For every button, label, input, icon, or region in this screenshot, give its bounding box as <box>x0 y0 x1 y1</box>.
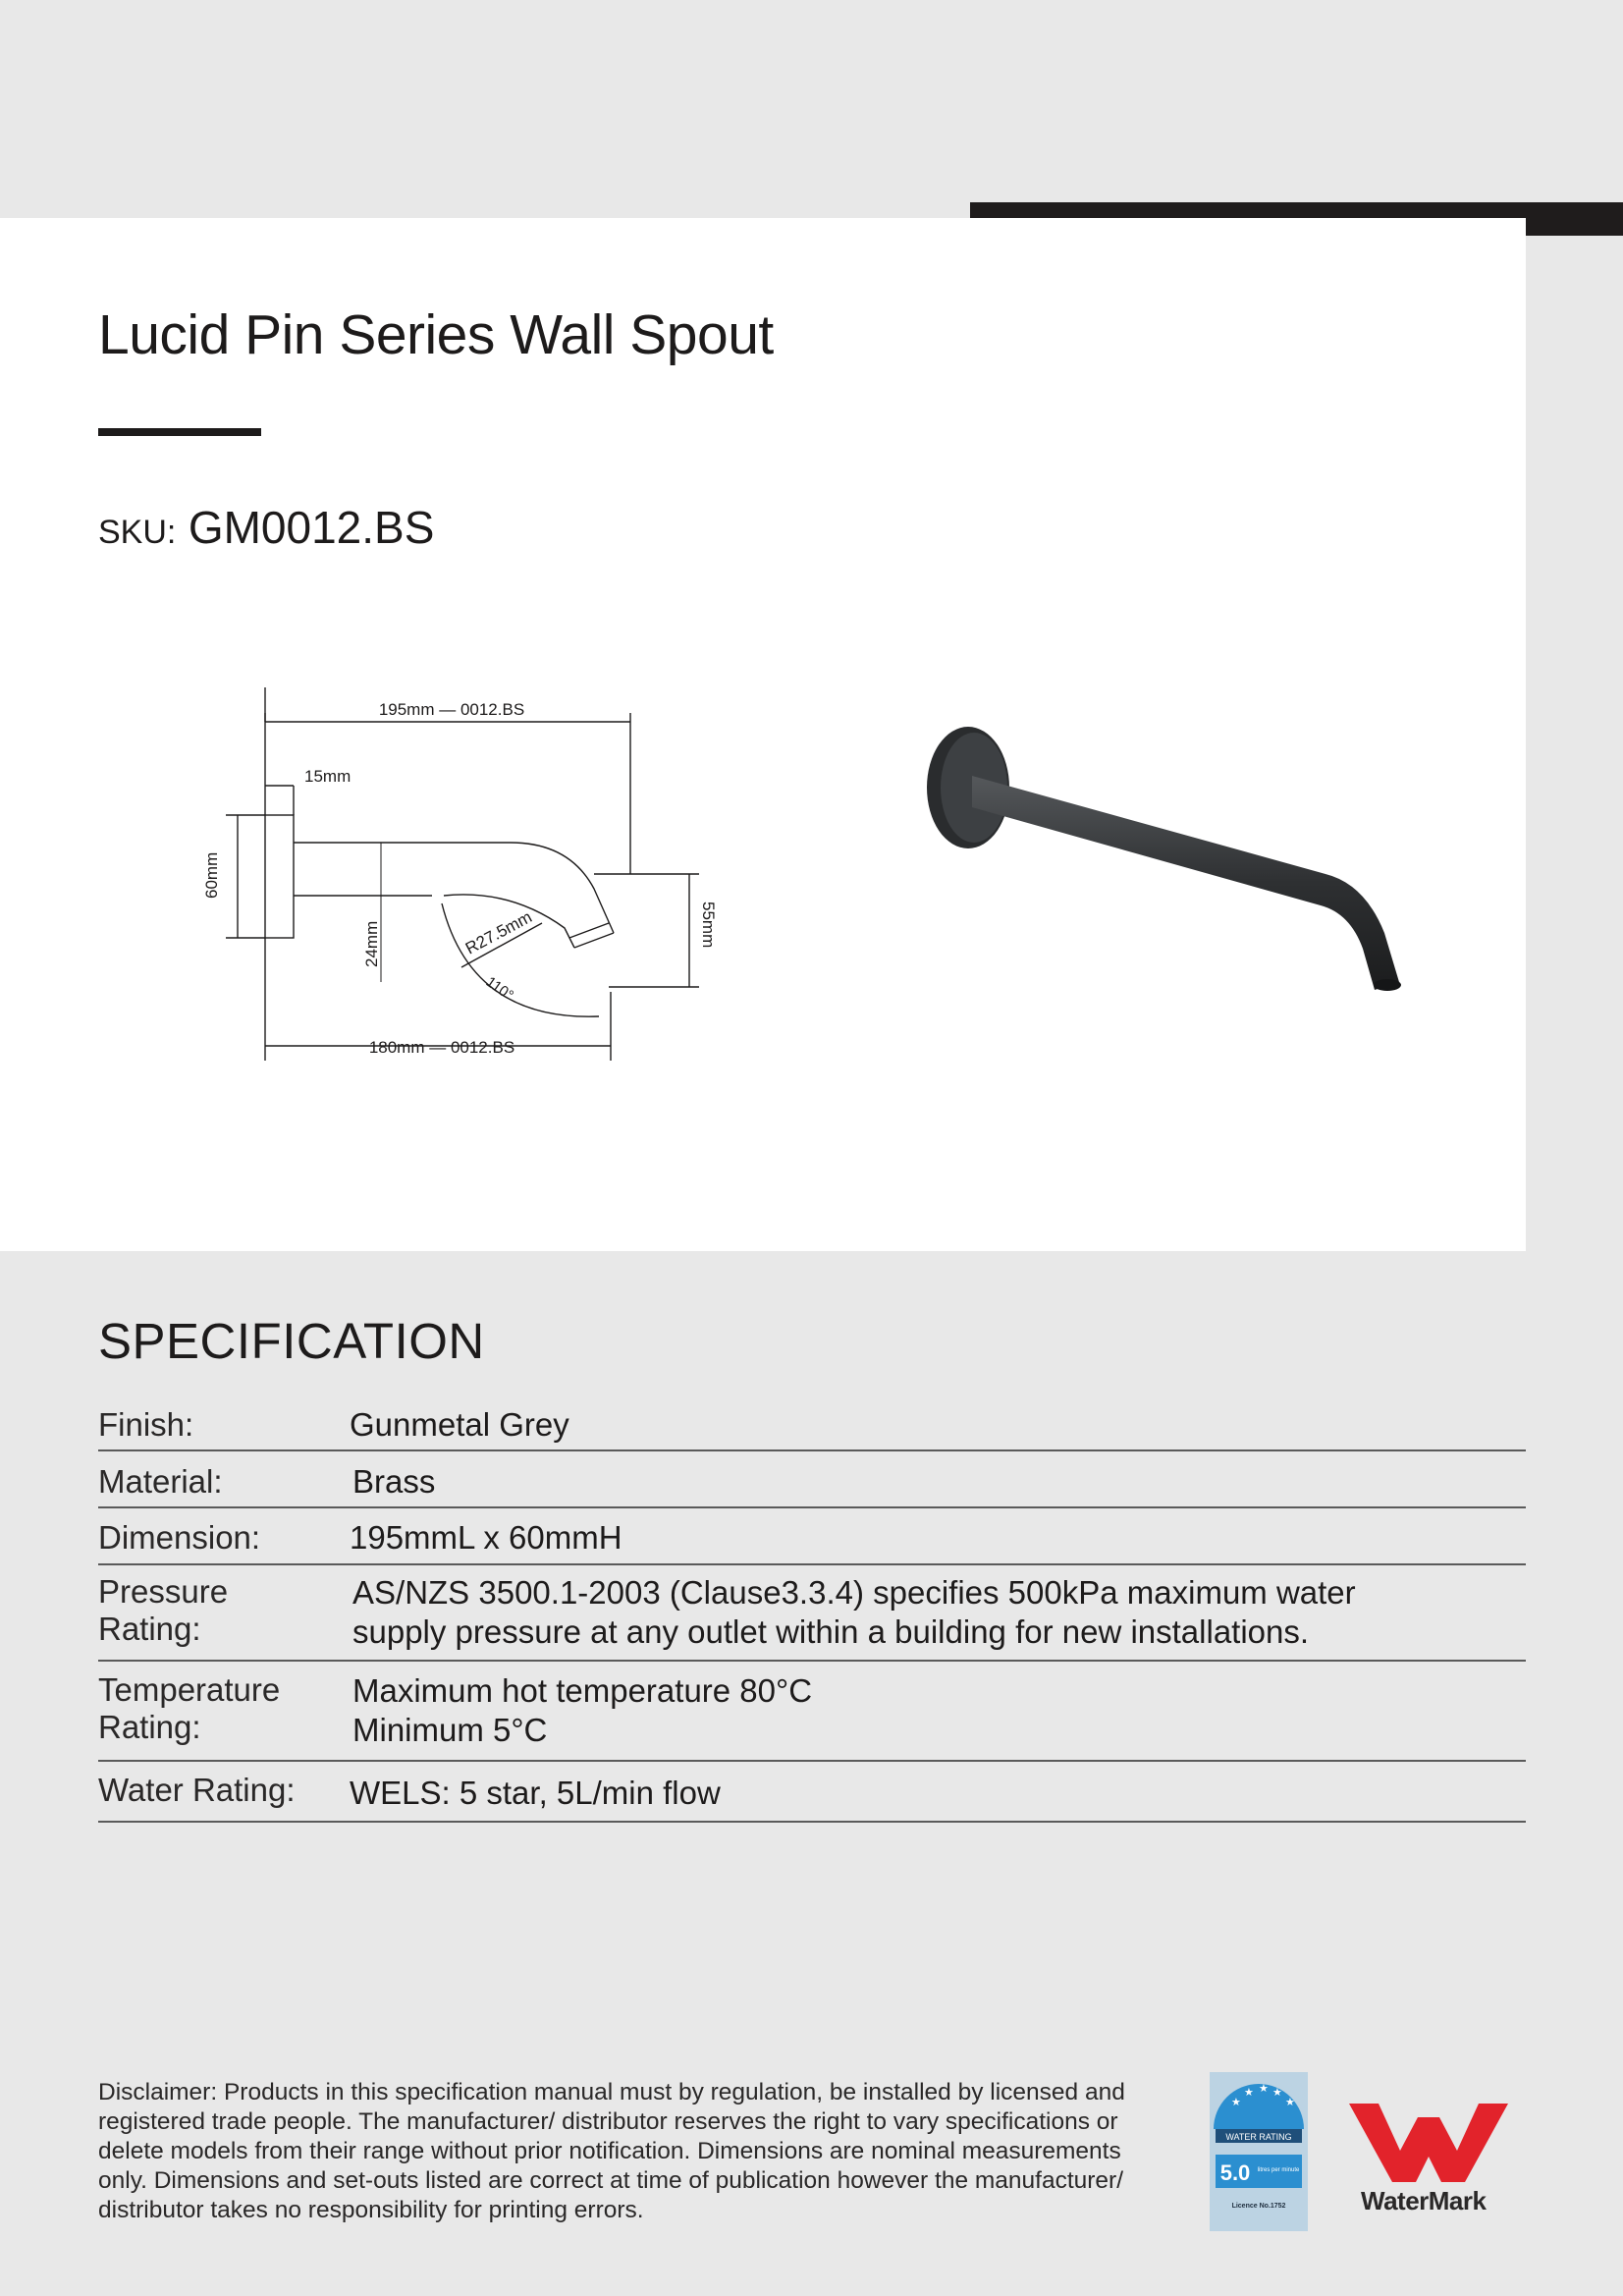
technical-drawing <box>177 687 766 1080</box>
star-icon: ★ <box>1244 2087 1254 2099</box>
spec-value: WELS: 5 star, 5L/min flow <box>350 1775 721 1811</box>
dim-height-label: 60mm <box>202 851 221 899</box>
spec-value: 195mmL x 60mmH <box>350 1519 622 1556</box>
spec-row-temperature <box>98 1662 1526 1762</box>
dim-outlet-label: 55mm <box>699 902 718 949</box>
spec-heading: SPECIFICATION <box>98 1313 485 1369</box>
star-icon: ★ <box>1285 2097 1295 2108</box>
spec-value: Maximum hot temperature 80°C Minimum 5°C <box>352 1672 813 1748</box>
spec-table <box>98 1398 1526 1823</box>
dim-drop-label: 24mm <box>362 920 381 967</box>
wels-title: WATER RATING <box>1225 2132 1292 2142</box>
wels-rating-badge <box>1210 2072 1308 2231</box>
dim-bottom-label: 180mm — 0012.BS <box>368 1038 515 1057</box>
sku-row <box>98 501 434 554</box>
spec-row-pressure <box>98 1565 1526 1662</box>
star-icon: ★ <box>1259 2083 1269 2095</box>
page-title: Lucid Pin Series Wall Spout <box>98 303 774 366</box>
spec-value: AS/NZS 3500.1-2003 (Clause3.3.4) specifies 500kPa maximum water supply pressure at any outlet within a building for new installations. <box>352 1574 1356 1650</box>
wels-licence: Licence No.1752 <box>1231 2203 1286 2210</box>
dim-top-label: 195mm — 0012.BS <box>378 700 525 719</box>
sku-value: GM0012.BS <box>188 502 435 553</box>
spec-label: Finish: <box>98 1406 194 1443</box>
spec-row-material <box>98 1451 1526 1508</box>
spec-value: Gunmetal Grey <box>350 1406 569 1443</box>
title-underline <box>98 428 261 436</box>
star-icon: ★ <box>1231 2097 1241 2108</box>
wels-value: 5.0 <box>1219 2160 1251 2185</box>
spec-label: Water Rating: <box>98 1772 296 1808</box>
watermark-label: WaterMark <box>1361 2186 1487 2215</box>
disclaimer-text: Disclaimer: Products in this specification manual must by regulation, be installed by licensed and registered trade people. The manufacturer/ distributor reserves the right to vary specifications or delete models from their range without prior notification. Dimensions are nominal measurements only. Dimensions and set-outs listed are correct at time of publication however the manufacturer/ distributor takes no responsibility for printing errors. <box>98 2079 1125 2223</box>
spec-row-water-rating <box>98 1762 1526 1823</box>
spout-body <box>972 776 1399 990</box>
spec-label: Pressure Rating: <box>98 1573 229 1647</box>
product-image <box>903 717 1414 1051</box>
dim-angle-label: 110° <box>482 973 516 1005</box>
wels-unit: litres per minute <box>1257 2167 1300 2173</box>
spec-row-dimension <box>98 1508 1526 1565</box>
sku-label: SKU: <box>98 514 177 551</box>
spec-label: Dimension: <box>98 1519 261 1556</box>
dim-radius-label: R27.5mm <box>461 907 535 958</box>
spec-value: Brass <box>352 1463 436 1500</box>
star-icon: ★ <box>1272 2087 1282 2099</box>
spec-row-finish <box>98 1398 1526 1451</box>
spec-label: Material: <box>98 1463 223 1500</box>
spec-label: Temperature Rating: <box>98 1671 281 1745</box>
dim-flange-label: 15mm <box>304 767 352 786</box>
